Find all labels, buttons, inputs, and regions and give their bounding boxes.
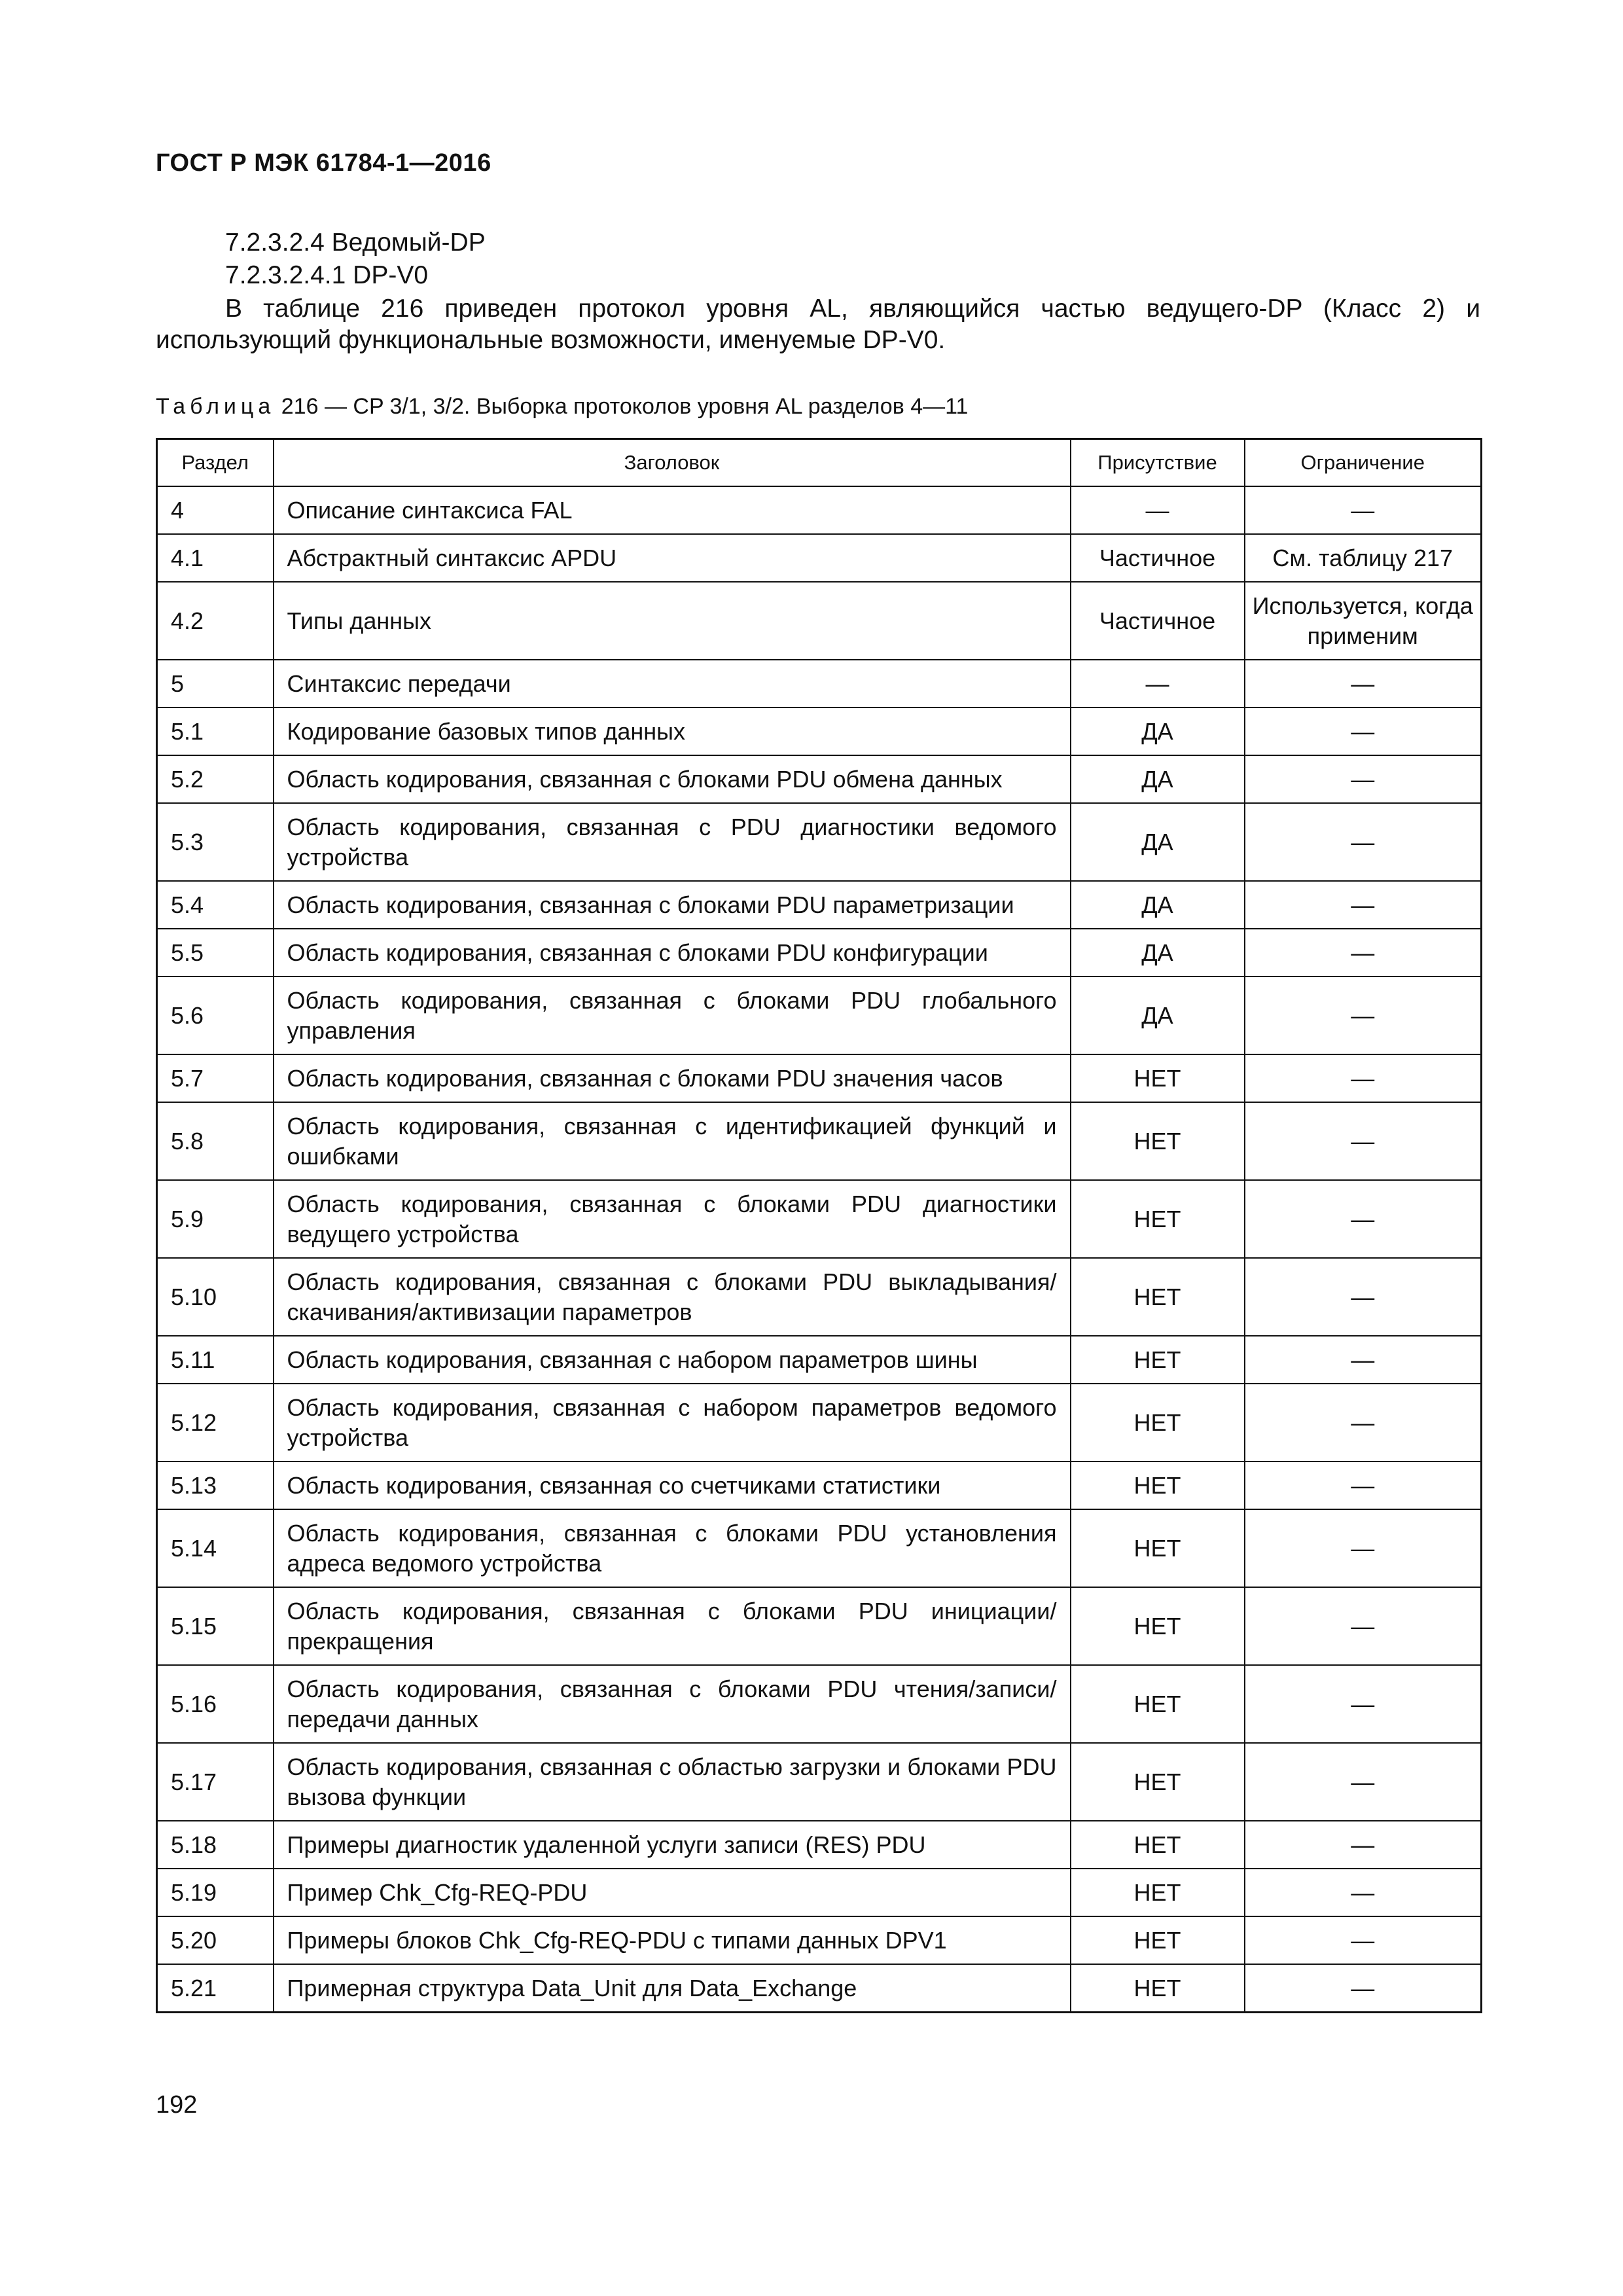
cell-title: Область кодирования, связанная с набором параметров ведомого устройства [274, 1384, 1071, 1462]
cell-limitation: — [1245, 881, 1482, 929]
cell-section-number: 5.12 [157, 1384, 274, 1462]
cell-limitation: — [1245, 1587, 1482, 1665]
cell-limitation: — [1245, 1180, 1482, 1258]
cell-limitation: Используется, когда применим [1245, 582, 1482, 660]
cell-presence: НЕТ [1071, 1258, 1245, 1336]
cell-title: Описание синтаксиса FAL [274, 486, 1071, 534]
cell-title: Область кодирования, связанная с блоками PDU инициации/прекращения [274, 1587, 1071, 1665]
cell-title: Область кодирования, связанная с блоками PDU обмена данных [274, 755, 1071, 803]
cell-section-number: 5.11 [157, 1336, 274, 1384]
cell-title: Кодирование базовых типов данных [274, 708, 1071, 755]
cell-section-number: 5.15 [157, 1587, 274, 1665]
table-row [157, 1916, 1482, 1964]
table-row [157, 534, 1482, 582]
cell-limitation: — [1245, 929, 1482, 977]
column-header-title: Заголовок [274, 439, 1071, 487]
cell-section-number: 5.13 [157, 1462, 274, 1509]
cell-limitation: — [1245, 1102, 1482, 1180]
cell-section-number: 5.6 [157, 977, 274, 1054]
cell-section-number: 5.17 [157, 1743, 274, 1821]
cell-presence: — [1071, 660, 1245, 708]
table-row [157, 803, 1482, 881]
column-header-limitation: Ограничение [1245, 439, 1482, 487]
cell-section-number: 5.18 [157, 1821, 274, 1869]
cell-title: Примерная структура Data_Unit для Data_Exchange [274, 1964, 1071, 2013]
cell-section-number: 5.19 [157, 1869, 274, 1916]
cell-presence: НЕТ [1071, 1821, 1245, 1869]
section-heading-7-2-3-2-4 [156, 228, 1480, 258]
cell-section-number: 5.7 [157, 1054, 274, 1102]
cell-presence: ДА [1071, 929, 1245, 977]
cell-limitation: — [1245, 755, 1482, 803]
cell-limitation: — [1245, 1336, 1482, 1384]
table-header-row [157, 439, 1482, 487]
cell-section-number: 5.9 [157, 1180, 274, 1258]
table-row [157, 1384, 1482, 1462]
cell-limitation: — [1245, 977, 1482, 1054]
cell-presence: Частичное [1071, 534, 1245, 582]
cell-limitation: — [1245, 1821, 1482, 1869]
cell-title: Область кодирования, связанная с блоками PDU диагностики ведущего устройства [274, 1180, 1071, 1258]
cell-limitation: — [1245, 1258, 1482, 1336]
cell-section-number: 5.2 [157, 755, 274, 803]
table-row [157, 1743, 1482, 1821]
cell-section-number: 5 [157, 660, 274, 708]
cell-limitation: См. таблицу 217 [1245, 534, 1482, 582]
cell-title: Область кодирования, связанная с блоками PDU установления адреса ведомого устройства [274, 1509, 1071, 1587]
cell-title: Примеры блоков Chk_Cfg-REQ-PDU с типами данных DPV1 [274, 1916, 1071, 1964]
table-caption-label: Таблица [156, 394, 276, 419]
section-title: Ведомый-DP [331, 228, 486, 257]
cell-presence: НЕТ [1071, 1869, 1245, 1916]
cell-limitation: — [1245, 486, 1482, 534]
cell-presence: ДА [1071, 803, 1245, 881]
table-row [157, 1964, 1482, 2013]
table-row [157, 660, 1482, 708]
table-row [157, 1258, 1482, 1336]
cell-title: Область кодирования, связанная с идентификацией функций и ошибками [274, 1102, 1071, 1180]
table-row [157, 977, 1482, 1054]
cell-presence: НЕТ [1071, 1102, 1245, 1180]
cell-limitation: — [1245, 1916, 1482, 1964]
cell-section-number: 4.1 [157, 534, 274, 582]
cell-limitation: — [1245, 1384, 1482, 1462]
column-header-presence: Присутствие [1071, 439, 1245, 487]
cell-limitation: — [1245, 1462, 1482, 1509]
cell-section-number: 5.1 [157, 708, 274, 755]
cell-presence: НЕТ [1071, 1964, 1245, 2013]
table-row [157, 486, 1482, 534]
cell-section-number: 5.5 [157, 929, 274, 977]
cell-title: Синтаксис передачи [274, 660, 1071, 708]
section-title: DP-V0 [353, 261, 429, 289]
cell-presence: ДА [1071, 755, 1245, 803]
cell-presence: НЕТ [1071, 1916, 1245, 1964]
table-row [157, 881, 1482, 929]
cell-limitation: — [1245, 1665, 1482, 1743]
protocol-selection-table [156, 438, 1482, 2013]
cell-title: Область кодирования, связанная со счетчиками статистики [274, 1462, 1071, 1509]
cell-title: Область кодирования, связанная с набором параметров шины [274, 1336, 1071, 1384]
cell-limitation: — [1245, 1869, 1482, 1916]
table-row [157, 1102, 1482, 1180]
cell-section-number: 5.16 [157, 1665, 274, 1743]
cell-title: Область кодирования, связанная с блоками PDU глобального управления [274, 977, 1071, 1054]
cell-limitation: — [1245, 1743, 1482, 1821]
table-row [157, 582, 1482, 660]
table-row [157, 1054, 1482, 1102]
cell-limitation: — [1245, 803, 1482, 881]
table-row [157, 1869, 1482, 1916]
section-number: 7.2.3.2.4.1 [225, 261, 346, 289]
cell-presence: НЕТ [1071, 1509, 1245, 1587]
cell-title: Область кодирования, связанная с блоками PDU выкладывания/ скачивания/активизации параметров [274, 1258, 1071, 1336]
section-number: 7.2.3.2.4 [225, 228, 325, 257]
table-row [157, 1821, 1482, 1869]
cell-limitation: — [1245, 1964, 1482, 2013]
intro-paragraph: В таблице 216 приведен протокол уровня AL, являющийся частью ведущего-DP (Класс 2) и использующий функциональные возможности, именуемые DP-V0. [156, 295, 1480, 354]
table-row [157, 1665, 1482, 1743]
cell-limitation: — [1245, 1509, 1482, 1587]
cell-presence: ДА [1071, 881, 1245, 929]
table-row [157, 1509, 1482, 1587]
table-row [157, 708, 1482, 755]
table-row [157, 755, 1482, 803]
cell-section-number: 5.10 [157, 1258, 274, 1336]
table-row [157, 1336, 1482, 1384]
cell-section-number: 4 [157, 486, 274, 534]
cell-section-number: 5.21 [157, 1964, 274, 2013]
cell-limitation: — [1245, 660, 1482, 708]
section-heading-7-2-3-2-4-1 [156, 260, 1480, 291]
cell-section-number: 5.4 [157, 881, 274, 929]
cell-limitation: — [1245, 1054, 1482, 1102]
cell-title: Примеры диагностик удаленной услуги записи (RES) PDU [274, 1821, 1071, 1869]
page-number: 192 [156, 2091, 198, 2119]
cell-title: Область кодирования, связанная с областью загрузки и блоками PDU вызова функции [274, 1743, 1071, 1821]
cell-limitation: — [1245, 708, 1482, 755]
document-header: ГОСТ Р МЭК 61784-1—2016 [156, 149, 491, 177]
cell-presence: НЕТ [1071, 1180, 1245, 1258]
cell-presence: НЕТ [1071, 1665, 1245, 1743]
cell-section-number: 5.14 [157, 1509, 274, 1587]
cell-title: Область кодирования, связанная с блоками PDU параметризации [274, 881, 1071, 929]
cell-presence: НЕТ [1071, 1462, 1245, 1509]
cell-presence: НЕТ [1071, 1587, 1245, 1665]
table-caption [156, 394, 968, 420]
table-row [157, 929, 1482, 977]
cell-presence: ДА [1071, 708, 1245, 755]
table-caption-text: 216 — CP 3/1, 3/2. Выборка протоколов уровня AL разделов 4—11 [281, 394, 969, 419]
cell-title: Пример Chk_Cfg-REQ-PDU [274, 1869, 1071, 1916]
cell-presence: Частичное [1071, 582, 1245, 660]
cell-presence: НЕТ [1071, 1743, 1245, 1821]
cell-section-number: 5.20 [157, 1916, 274, 1964]
cell-title: Типы данных [274, 582, 1071, 660]
cell-title: Область кодирования, связанная с блоками PDU значения часов [274, 1054, 1071, 1102]
cell-section-number: 5.8 [157, 1102, 274, 1180]
cell-presence: — [1071, 486, 1245, 534]
table-row [157, 1587, 1482, 1665]
cell-title: Область кодирования, связанная с PDU диагностики ведомого устройства [274, 803, 1071, 881]
table-body [157, 486, 1482, 2013]
cell-section-number: 4.2 [157, 582, 274, 660]
cell-presence: ДА [1071, 977, 1245, 1054]
cell-presence: НЕТ [1071, 1054, 1245, 1102]
table-row [157, 1180, 1482, 1258]
cell-presence: НЕТ [1071, 1384, 1245, 1462]
cell-presence: НЕТ [1071, 1336, 1245, 1384]
cell-title: Область кодирования, связанная с блоками PDU конфигурации [274, 929, 1071, 977]
cell-section-number: 5.3 [157, 803, 274, 881]
table-row [157, 1462, 1482, 1509]
cell-title: Абстрактный синтаксис APDU [274, 534, 1071, 582]
column-header-section: Раздел [157, 439, 274, 487]
cell-title: Область кодирования, связанная с блоками PDU чтения/записи/ передачи данных [274, 1665, 1071, 1743]
